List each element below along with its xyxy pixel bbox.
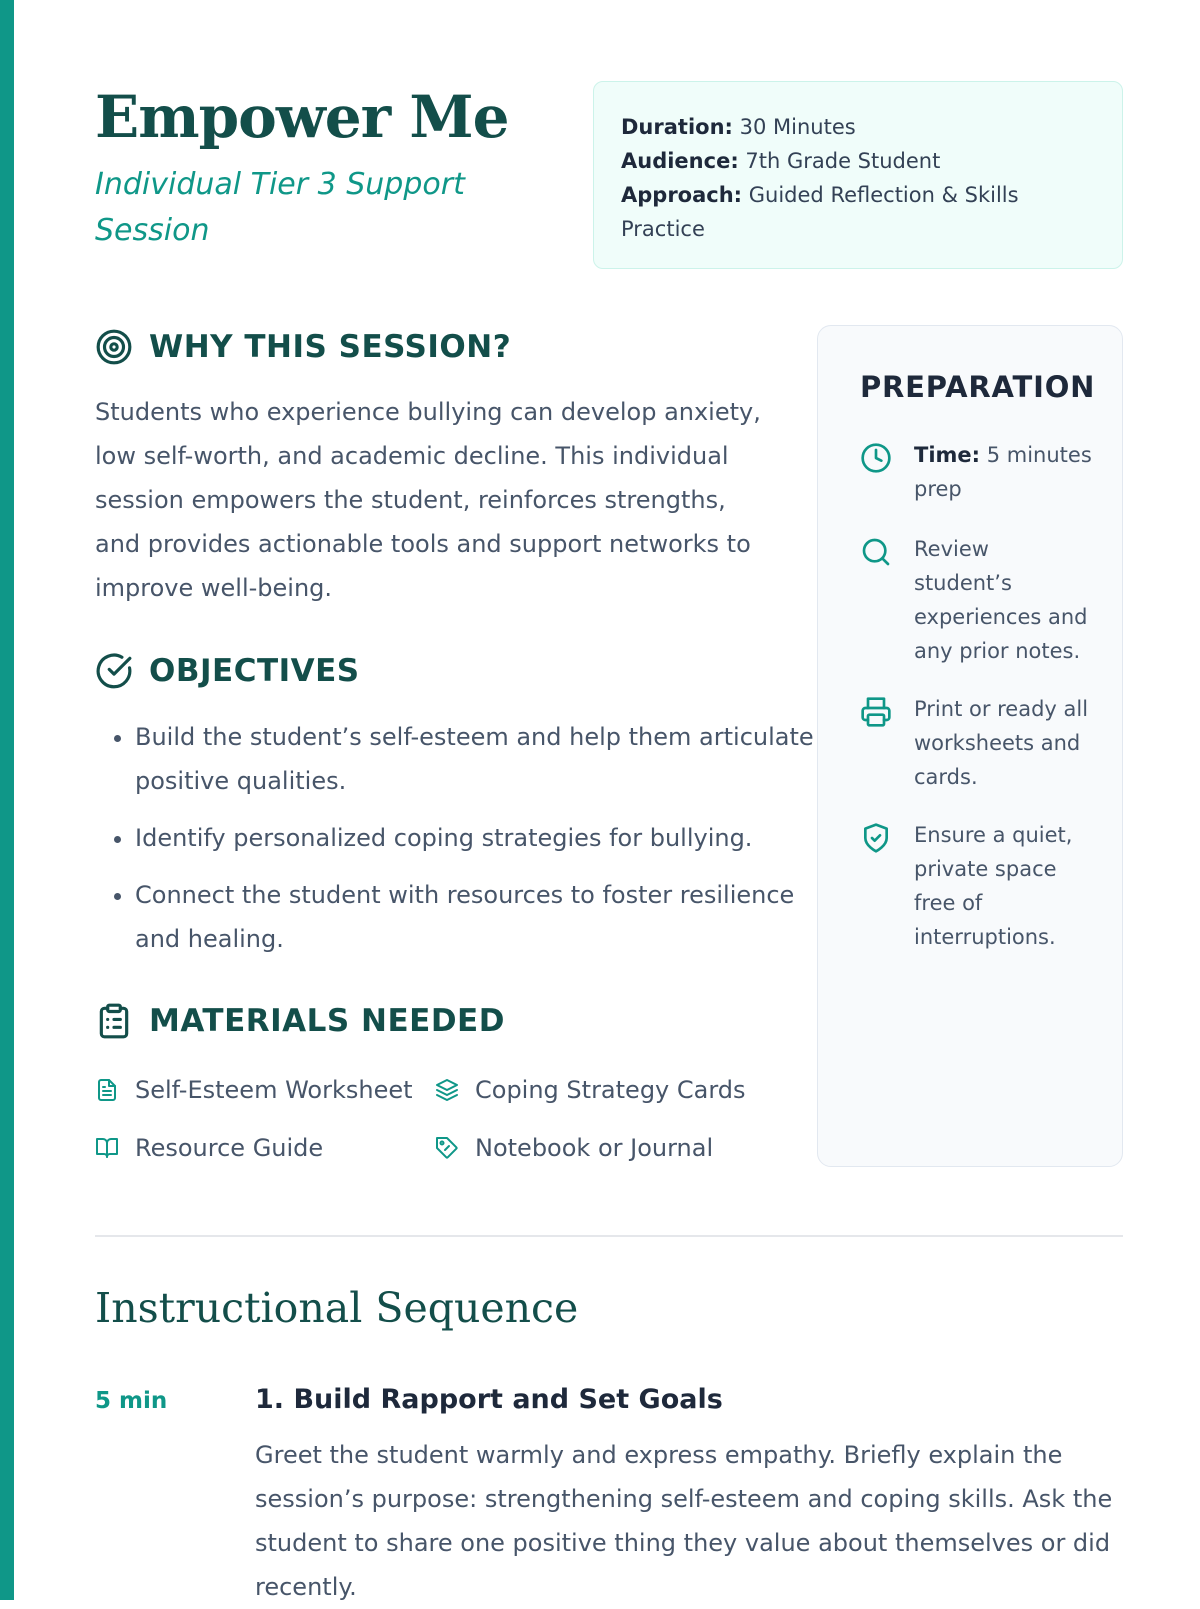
- material-label: Notebook or Journal: [475, 1134, 714, 1162]
- duration-value: 30 Minutes: [739, 115, 856, 139]
- why-heading-label: WHY THIS SESSION?: [149, 329, 512, 365]
- step-time: 5 min: [95, 1388, 168, 1414]
- materials-heading-label: MATERIALS NEEDED: [149, 1003, 505, 1039]
- prep-text: [914, 438, 1092, 506]
- list-item: • Build the student’s self-esteem and help them articulate positive qualities.: [135, 715, 815, 803]
- audience-label: Audience:: [621, 149, 739, 173]
- document-icon: [95, 1078, 119, 1102]
- objectives-list: [95, 715, 815, 974]
- prep-text: Review student’s experiences and any prior notes.: [914, 537, 1088, 663]
- why-paragraph: Students who experience bullying can develop anxiety, low self-worth, and academic decline. This individual session empowers the student, reinforces strengths, and provides actionable tools and support networks to improve well-being.: [95, 398, 761, 602]
- prep-text: Ensure a quiet, private space free of interruptions.: [914, 823, 1073, 949]
- book-open-icon: [95, 1136, 119, 1160]
- step-title: 1. Build Rapport and Set Goals: [255, 1384, 723, 1415]
- material-item: [95, 1126, 435, 1170]
- audience-line: [621, 144, 1096, 178]
- approach-label: Approach:: [621, 183, 743, 207]
- printer-icon: [860, 696, 892, 728]
- prep-item-review: [860, 532, 1100, 668]
- audience-value: 7th Grade Student: [745, 149, 941, 173]
- section-divider: [95, 1235, 1123, 1237]
- page-subtitle: Individual Tier 3 Support Session: [95, 167, 465, 248]
- check-circle-icon: [95, 652, 133, 690]
- duration-line: [621, 110, 1096, 144]
- preparation-heading: PREPARATION: [860, 370, 1096, 404]
- prep-text: Print or ready all worksheets and cards.: [914, 697, 1089, 789]
- prep-time-value: 5 minutes prep: [914, 443, 1092, 501]
- material-item: [95, 1068, 435, 1112]
- prep-time-label: Time:: [914, 443, 981, 467]
- preparation-panel: [817, 325, 1123, 1167]
- material-item: [435, 1126, 775, 1170]
- prep-item-space: [860, 818, 1100, 954]
- prep-item-print: [860, 692, 1100, 794]
- material-label: Self-Esteem Worksheet: [135, 1076, 413, 1104]
- target-icon: [95, 328, 133, 366]
- materials-list: [95, 1068, 775, 1170]
- objectives-heading-label: OBJECTIVES: [149, 653, 360, 689]
- session-info-box: [593, 81, 1123, 269]
- approach-value: Guided Reflection & Skills Practice: [621, 183, 1019, 241]
- why-heading: [95, 328, 511, 366]
- layers-icon: [435, 1078, 459, 1102]
- list-item: • Connect the student with resources to foster resilience and healing.: [135, 873, 815, 961]
- tag-pen-icon: [435, 1136, 459, 1160]
- step-description: Greet the student warmly and express empathy. Briefly explain the session’s purpose: strengthening self-esteem and coping skills. Ask the student to share one positive thing they value about themselves or did recently.: [255, 1441, 1113, 1601]
- objectives-heading: [95, 652, 360, 690]
- material-item: [435, 1068, 775, 1112]
- shield-check-icon: [860, 822, 892, 854]
- page-title: Empower Me: [95, 83, 509, 151]
- sequence-heading: Instructional Sequence: [95, 1284, 579, 1332]
- left-accent-bar: [0, 0, 14, 1600]
- list-item: • Identify personalized coping strategies for bullying.: [135, 816, 815, 860]
- approach-line: [621, 178, 1096, 246]
- duration-label: Duration:: [621, 115, 733, 139]
- search-icon: [860, 536, 892, 568]
- material-label: Resource Guide: [135, 1134, 324, 1162]
- materials-heading: [95, 1002, 505, 1040]
- clock-icon: [860, 442, 892, 474]
- clipboard-icon: [95, 1002, 133, 1040]
- material-label: Coping Strategy Cards: [475, 1076, 746, 1104]
- prep-item-time: [860, 438, 1100, 506]
